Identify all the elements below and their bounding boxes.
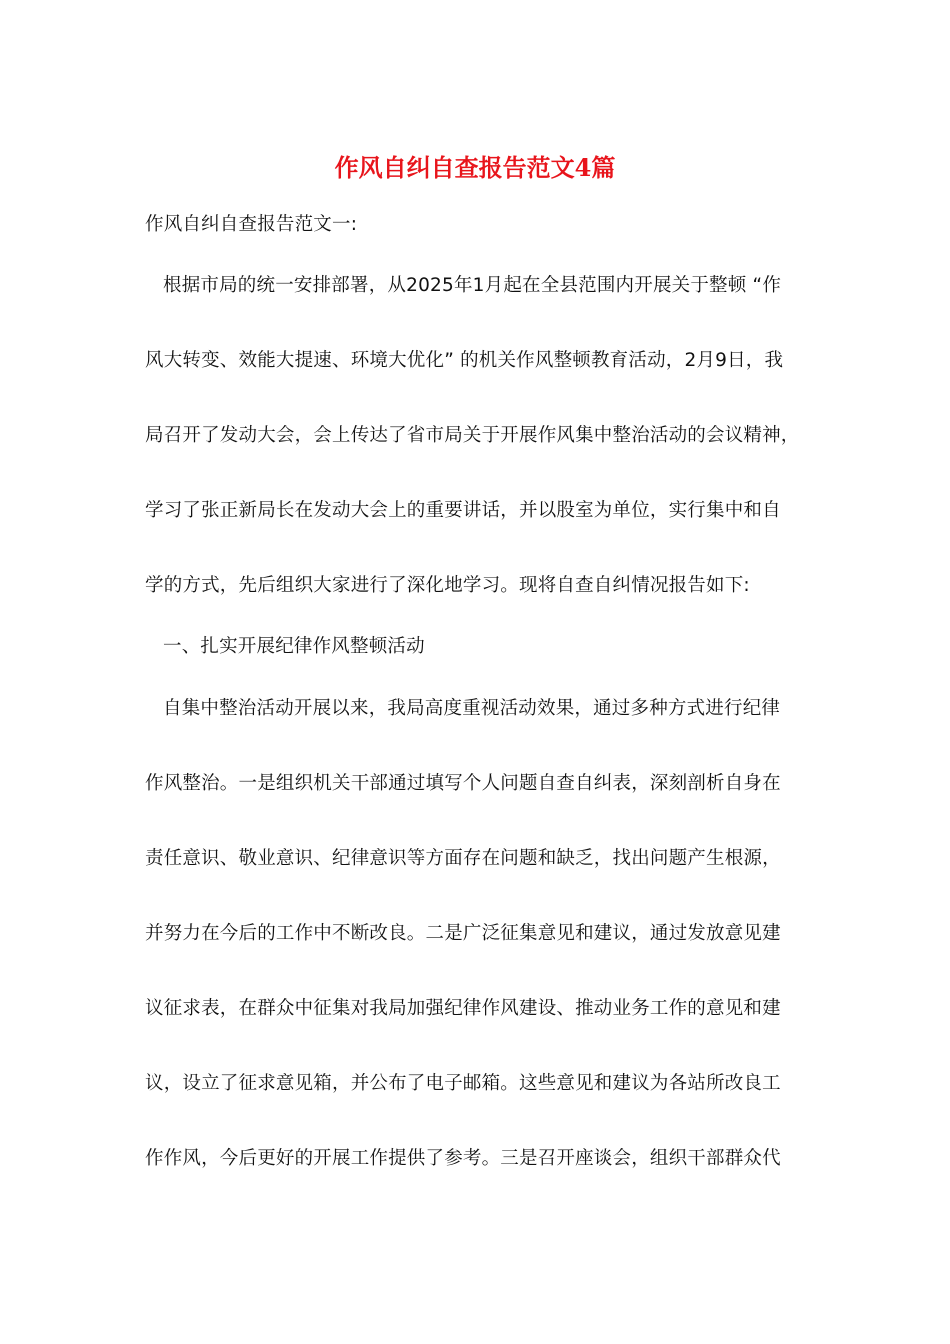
paragraph-line: 议，设立了征求意见箱，并公布了电子邮箱。这些意见和建议为各站所改良工	[145, 1073, 781, 1094]
section-heading: 作风自纠自查报告范文一:	[145, 214, 358, 235]
paragraph-line: 学习了张正新局长在发动大会上的重要讲话，并以股室为单位，实行集中和自	[145, 500, 781, 521]
paragraph-line: 局召开了发动大会，会上传达了省市局关于开展作风集中整治活动的会议精神，	[145, 425, 800, 446]
paragraph-line: 责任意识、敬业意识、纪律意识等方面存在问题和缺乏，找出问题产生根源，	[145, 848, 781, 869]
subsection-heading: 一、扎实开展纪律作风整顿活动	[163, 636, 425, 657]
paragraph-line: 议征求表，在群众中征集对我局加强纪律作风建设、推动业务工作的意见和建	[145, 998, 781, 1019]
paragraph-line: 学的方式，先后组织大家进行了深化地学习。现将自查自纠情况报告如下:	[145, 575, 750, 596]
paragraph-line: 自集中整治活动开展以来，我局高度重视活动效果，通过多种方式进行纪律	[163, 698, 781, 719]
paragraph-line: 作作风，今后更好的开展工作提供了参考。三是召开座谈会，组织干部群众代	[145, 1148, 781, 1169]
paragraph-line: 作风整治。一是组织机关干部通过填写个人问题自查自纠表，深刻剖析自身在	[145, 773, 781, 794]
document-title: 作风自纠自查报告范文4篇	[334, 153, 616, 182]
paragraph-line: 根据市局的统一安排部署，从2025年1月起在全县范围内开展关于整顿 “作	[163, 275, 782, 296]
paragraph-line: 风大转变、效能大提速、环境大优化” 的机关作风整顿教育活动，2月9日，我	[145, 350, 784, 371]
paragraph-line: 并努力在今后的工作中不断改良。二是广泛征集意见和建议，通过发放意见建	[145, 923, 781, 944]
